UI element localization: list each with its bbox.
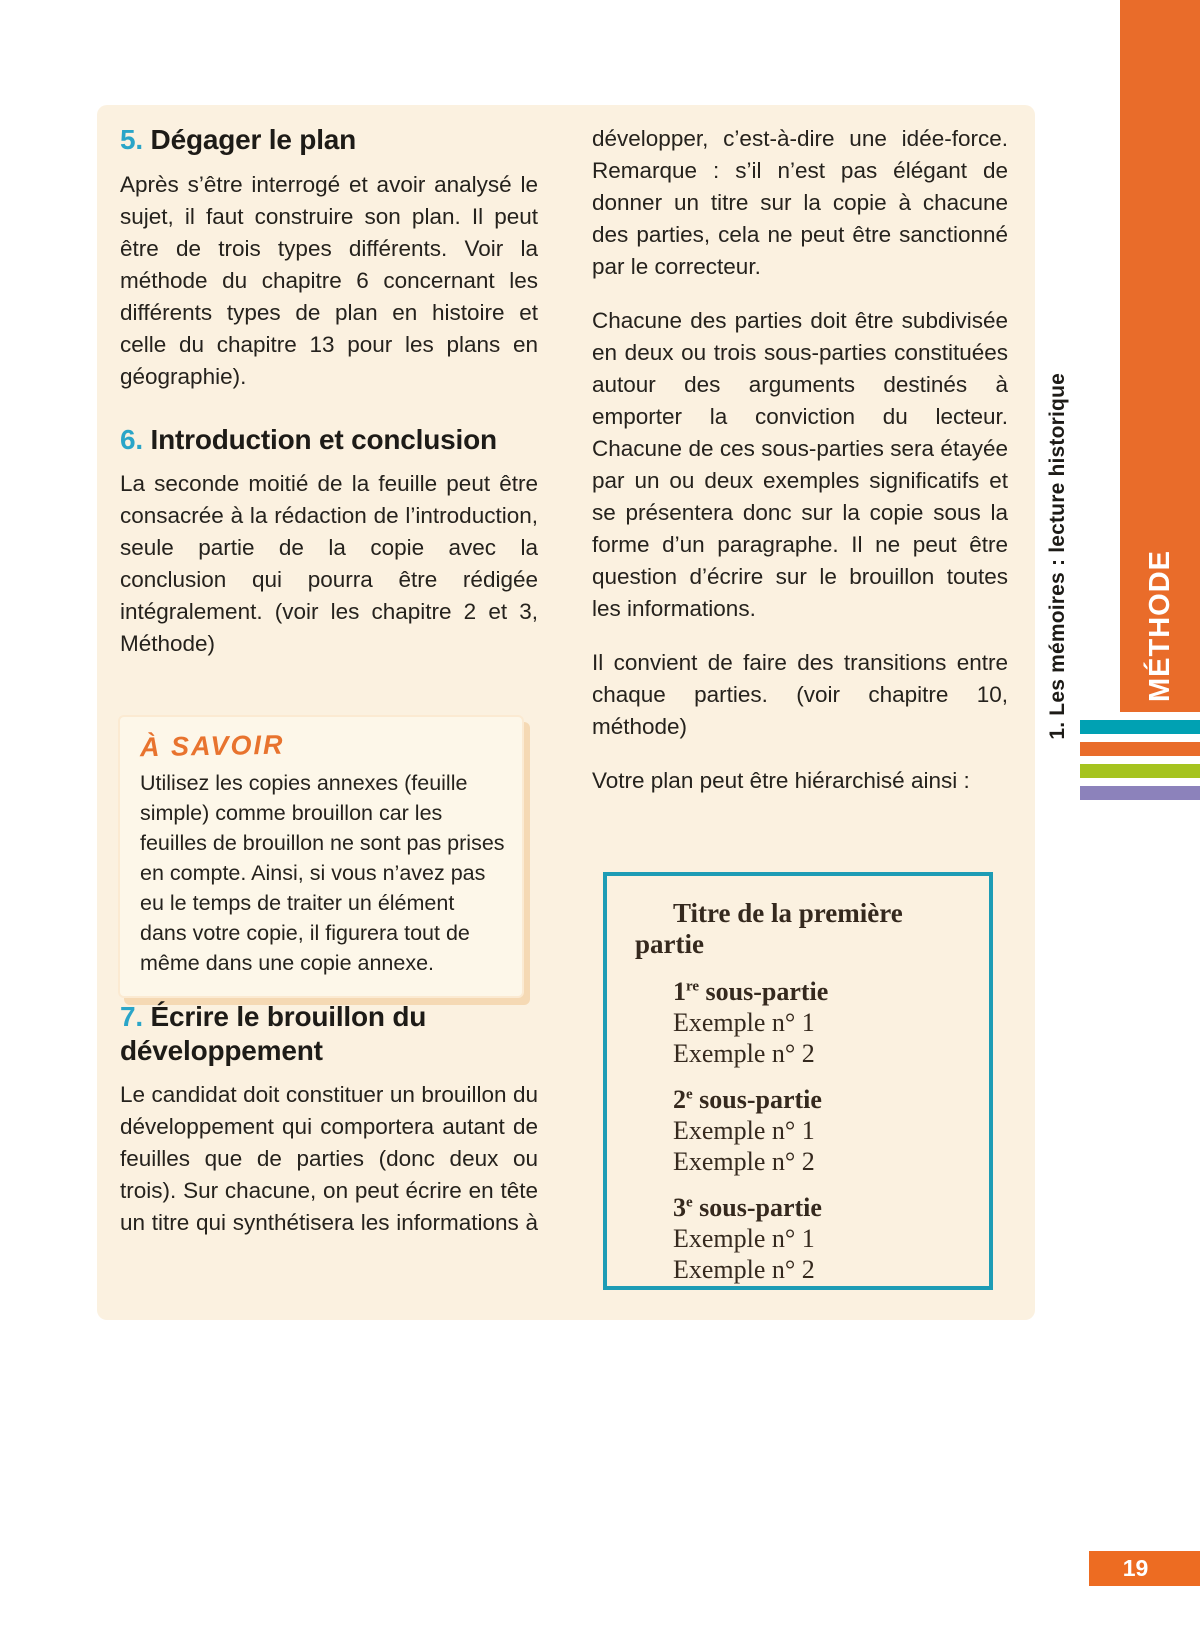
subpart-title: [673, 1192, 973, 1223]
color-bar-orange: [1080, 742, 1200, 756]
content-panel: [97, 105, 1035, 1320]
subpart-ordinal: 3: [673, 1193, 686, 1222]
subpart-example: Exemple n° 1: [673, 1008, 815, 1037]
subpart-title: [673, 1084, 973, 1115]
section-number: 7.: [120, 1001, 143, 1032]
subpart-example: Exemple n° 2: [673, 1147, 815, 1176]
subpart-label: sous-partie: [692, 1085, 822, 1114]
subpart-ordinal-suffix: e: [686, 1194, 693, 1211]
color-bar-green: [1080, 764, 1200, 778]
section-heading-6: [120, 423, 538, 457]
method-tab-label-wrap: [1120, 550, 1200, 702]
section-number: 5.: [120, 124, 143, 155]
plan-title: Titre de la première partie: [635, 898, 903, 959]
section-6-body: La seconde moitié de la feuille peut être consacrée à la rédaction de l’introduction, seule partie de la copie avec la conclusion qui pourra être rédigée intégralement. (voir les chapitre 2 et 3, Méthode): [120, 471, 538, 657]
left-column-bottom: [120, 1000, 538, 1253]
subpart-label: sous-partie: [692, 1193, 822, 1222]
subpart-example: Exemple n° 2: [673, 1039, 815, 1068]
chapter-sidebar-label: [1040, 340, 1076, 740]
chapter-label-text: 1. Les mémoires : lecture historique: [1046, 373, 1069, 740]
subpart-title: [673, 976, 973, 1007]
plan-subpart-2: [673, 1084, 973, 1177]
plan-outline-box: [603, 872, 993, 1290]
a-savoir-box: [118, 715, 524, 998]
right-paragraph-3: Il convient de faire des transitions entre chaque parties. (voir chapitre 10, méthode): [592, 650, 1008, 739]
plan-subpart-3: [673, 1192, 973, 1285]
section-heading-7: [120, 1000, 538, 1067]
subpart-ordinal: 2: [673, 1085, 686, 1114]
section-heading-5: [120, 123, 538, 157]
page-number: 19: [1122, 1555, 1149, 1581]
right-paragraph-4: Votre plan peut être hiérarchisé ainsi :: [592, 768, 970, 793]
right-paragraph-1: développer, c’est-à-dire une idée-force. Remarque : s’il n’est pas élégant de donner un titre sur la copie à chacune des parties, cela ne peut être sanctionné par le correcteur.: [592, 126, 1008, 279]
plan-subpart-1: [673, 976, 973, 1069]
section-7-body: Le candidat doit constituer un brouillon du développement qui comportera autant de feuilles que de parties (donc deux ou trois). Sur chacune, on peut écrire en tête un titre qui synthétisera les informations à: [120, 1082, 538, 1236]
color-bar-purple: [1080, 786, 1200, 800]
section-5-body: Après s’être interrogé et avoir analysé le sujet, il faut construire son plan. Il peut être de trois types différents. Voir la méthode du chapitre 6 concernant les différents types de plan en histoire et celle du chapitre 13 pour les plans en géographie).: [120, 171, 538, 389]
color-bar-teal: [1080, 720, 1200, 734]
right-column: [592, 123, 1008, 811]
right-paragraph-2: Chacune des parties doit être subdivisée en deux ou trois sous-parties constituées autour des arguments destinés à emporter la conviction du lecteur. Chacune de ces sous-parties sera étayée par un ou deux exemples significatifs et se présentera donc sur la copie sous la forme d’un paragraphe. Il ne peut être question d’écrire sur le brouillon toutes les informations.: [592, 308, 1008, 621]
subpart-example: Exemple n° 1: [673, 1116, 815, 1145]
page-number-badge: [1089, 1551, 1200, 1586]
section-title: Dégager le plan: [150, 124, 357, 155]
subpart-ordinal: 1: [673, 977, 686, 1006]
left-column: [120, 123, 538, 674]
section-title: Écrire le brouillon du développement: [120, 1001, 427, 1066]
subpart-example: Exemple n° 1: [673, 1224, 815, 1253]
section-title: Introduction et conclusion: [150, 423, 497, 455]
method-tab: [1120, 0, 1200, 712]
subpart-example: Exemple n° 2: [673, 1255, 815, 1284]
subpart-label: sous-partie: [699, 977, 829, 1006]
subpart-ordinal-suffix: re: [686, 978, 700, 995]
method-tab-label: MÉTHODE: [1143, 550, 1176, 702]
a-savoir-title: À SAVOIR: [139, 729, 285, 763]
subpart-ordinal-suffix: e: [686, 1086, 693, 1103]
a-savoir-body: Utilisez les copies annexes (feuille simple) comme brouillon car les feuilles de brouillon ne sont pas prises en compte. Ainsi, si vous n’avez pas eu le temps de traiter un élément dans votre copie, il figurera tout de même dans une copie annexe.: [140, 771, 505, 975]
section-number: 6.: [120, 423, 143, 455]
